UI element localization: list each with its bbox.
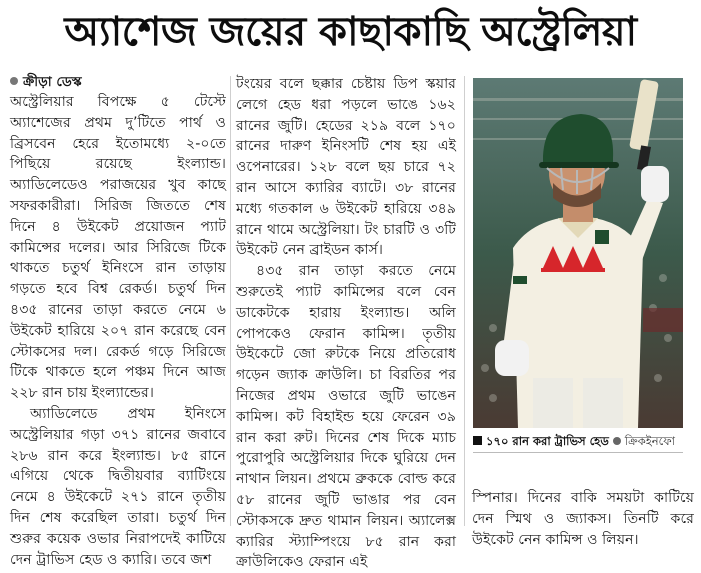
photo-caption [473,430,683,452]
article-column-3 [472,488,694,550]
column-divider [230,76,231,526]
paragraph: ৪৩৫ রান তাড়া করতে নেমে শুরুতেই প্যাট কামিন্সের বলে বেন ডাকেটকে হারায় ইংল্যান্ড। অলি পোপকেও ফেরান কামিন্স। তৃতীয় উইকেটে জো রুটকে নিয়ে প্রতিরোধ গড়েন জ্যাক ক্রাউলি। চা বিরতির পর নিজের প্রথম ওভারে জুটি ভাঙেন কামিন্স। কট বিহাইন্ড হয়ে ফেরেন ৩৯ রান করা রুট। দিনের শেষ দিকে ম্যাচ পুরোপুরি অস্ট্রেলিয়ার দিকে ঘুরিয়ে দেন নাথান লিয়ন। প্রথমে ব্রুককে বোল্ড করে ৫৮ রানের জুটি ভাঙার পর বেন স্টোকসকে দ্রুত থামান লিয়ন। অ্যালেক্স ক্যারির স্ট্যাম্পিংয়ে ৮৫ রান করা ক্রাউলিকেও ফেরান এই [236,263,456,571]
desk-label-text: ক্রীড়া ডেস্ক [23,74,82,90]
bullet-icon [613,437,621,445]
cricketer-illustration [473,78,683,428]
paragraph: অ্যাডিলেডে প্রথম ইনিংসে অস্ট্রেলিয়ার গড়া ৩৭১ রানের জবাবে ২৮৬ রান করে ইংল্যান্ড। ৮৫ রানে এগিয়ে থেকে দ্বিতীয়বার ব্যাটিংয়ে নেমে ৪ উইকেটে ২৭১ রানে তৃতীয় দিন শেষ করেছিল তারা। চতুর্থ দিন শুরুর কয়েক ওভার নিরাপদেই কাটিয়ে দেন ট্রাভিস হেড ও ক্যারি। তবে জশ [10,405,226,568]
article-column-1 [10,72,226,570]
bullet-icon [10,77,18,85]
paragraph: টংয়ের বলে ছক্কার চেষ্টায় ডিপ স্কয়ার লেগে হেড ধরা পড়লে ভাঙে ১৬২ রানের জুটি। হেডের ২১৯ বলে ১৭০ রানের দারুণ ইনিংসটি শেষ হয় এই ওপেনারের। ১২৮ বলে ছয় চারে ৭২ রান আসে ক্যারির ব্যাটে। ৩৮ রানের মধ্যে গতকাল ৬ উইকেট হারিয়ে ৩৪৯ রানে থামে অস্ট্রেলিয়া। টং চারটি ও ৩টি উইকেট নেন ব্রাইডন কার্স। [236,76,456,259]
paragraph [10,72,226,404]
caption-text: ১৭০ রান করা ট্রাভিস হেড [486,434,609,448]
caption-divider [473,452,683,453]
article-column-2 [236,74,456,573]
square-bullet-icon [473,436,482,445]
headline: অ্যাশেজ জয়ের কাছাকাছি অস্ট্রেলিয়া [64,9,637,55]
paragraph-text: অস্ট্রেলিয়ার বিপক্ষে ৫ টেস্টে অ্যাশেজের প্রথম দু’টিতে পার্থ ও ব্রিসবেন হেরে ইতোমধ্যে ২-০তে পিছিয়ে রয়েছে ইংল্যান্ড। অ্যাডিলেডেও পরাজয়ের খুব কাছে সফরকারীরা। সিরিজ জিততে শেষ দিনে ৪ উইকেট প্রয়োজন প্যাট কামিন্সের দলের। আর সিরিজে টিকে থাকতে চতুর্থ ইনিংসে রান তাড়ায় গড়তে হবে বিশ্ব রেকর্ড। চতুর্থ দিন ৪৩৫ রানের তাড়া করতে নেমে ৬ উইকেট হারিয়ে ২০৭ রান করেছে বেন স্টোকসের দল। রেকর্ড গড়ে সিরিজে টিকে থাকতে হলে পঞ্চম দিনে আজ ২২৮ রান চায় ইংল্যান্ডের। [10,94,226,402]
column-divider [464,76,465,526]
photo-travis-head [473,78,683,428]
photo-credit: ক্রিকইনফো [624,434,675,448]
paragraph: স্পিনার। দিনের বাকি সময়টা কাটিয়ে দেন স্মিথ ও জ্যাকস। তিনটি করে উইকেট নেন কামিন্স ও লিয়ন। [472,490,694,548]
desk-label [10,72,226,92]
